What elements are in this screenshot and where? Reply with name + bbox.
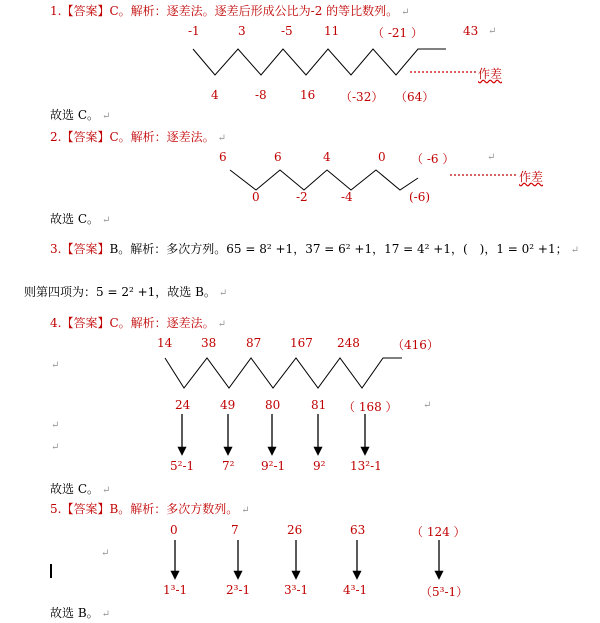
p4-top-2: 87: [246, 336, 262, 350]
p4-top-5: （416）: [392, 338, 439, 352]
p4-return-mark-c: ↵: [51, 420, 60, 431]
p2-bottom-2: -4: [341, 190, 353, 204]
p2-heading: 2.【答案】C。解析：逐差法。 ↵: [50, 130, 227, 144]
p5-power-2: 3³-1: [284, 583, 309, 597]
p1-conclusion: 故选 C。 ↵: [50, 108, 111, 122]
p1-top-1: 3: [238, 24, 246, 38]
p4-return-mark-d: ↵: [51, 442, 60, 453]
p1-side-label: 作差: [478, 67, 503, 81]
p5-top-4: （ 124 ）: [411, 525, 466, 539]
p5-power-0: 1³-1: [163, 583, 188, 597]
p4-diff-3: 81: [311, 398, 327, 412]
p5-top-0: 0: [170, 523, 178, 537]
p2-top-4: （ -6 ）: [411, 152, 455, 166]
p5-power-3: 4³-1: [343, 583, 368, 597]
p1-top-2: -5: [281, 24, 293, 38]
p2-return-mark: ↵: [487, 152, 496, 163]
p5-top-1: 7: [231, 523, 239, 537]
p4-power-3: 9²: [313, 459, 326, 473]
p3-line1: 3.【答案】B。解析：多次方列。65 = 8² +1，37 = 6² +1，17 = 4² +1，( )，1 = 0² +1； ↵: [50, 242, 580, 256]
p2-side-label: 作差: [519, 170, 544, 184]
p1-top-3: 11: [324, 24, 340, 38]
p5-heading: 5.【答案】B。解析：多次方数列。 ↵: [50, 502, 250, 516]
p2-bottom-1: -2: [296, 190, 308, 204]
p1-return-mark: ↵: [488, 26, 497, 37]
p4-power-2: 9²-1: [261, 459, 286, 473]
p4-zigzag-line: [165, 358, 402, 388]
p1-bottom-4: （64）: [395, 90, 435, 104]
p1-top-5: 43: [463, 24, 479, 38]
p4-diff-4: （ 168 ）: [343, 400, 398, 414]
p4-heading: 4.【答案】C。解析：逐差法。 ↵: [50, 316, 227, 330]
p5-power-1: 2³-1: [226, 583, 251, 597]
p1-top-0: -1: [188, 24, 200, 38]
p3-line2: 则第四项为：5 = 2² +1，故选 B。 ↵: [24, 285, 228, 299]
p1-top-4: （ -21 ）: [372, 26, 423, 40]
p4-conclusion: 故选 C。 ↵: [50, 482, 111, 496]
p2-bottom-0: 0: [252, 190, 260, 204]
p4-top-4: 248: [337, 336, 360, 350]
p1-heading: 1.【答案】C。解析：逐差法。逐差后形成公比为-2 的等比数列。 ↵: [50, 4, 410, 18]
p4-power-0: 5²-1: [170, 459, 195, 473]
p5-return-mark-a: ↵: [101, 548, 110, 559]
p4-power-4: 13²-1: [350, 459, 382, 473]
p2-conclusion: 故选 C。 ↵: [50, 212, 111, 226]
p4-return-mark-a: ↵: [51, 360, 60, 371]
p4-top-3: 167: [290, 336, 313, 350]
p2-top-0: 6: [219, 150, 227, 164]
p4-power-1: 7²: [222, 459, 235, 473]
p4-return-mark-b: ↵: [423, 400, 432, 411]
p2-top-3: 0: [378, 150, 386, 164]
p2-top-1: 6: [274, 150, 282, 164]
p5-power-4: （5³-1）: [420, 585, 469, 599]
p4-top-1: 38: [201, 336, 217, 350]
p2-zigzag-line: [230, 170, 418, 190]
p1-zigzag-line: [193, 49, 446, 75]
p1-bottom-2: 16: [300, 88, 316, 102]
p2-bottom-3: (-6): [409, 190, 431, 204]
p4-diff-1: 49: [220, 398, 236, 412]
p4-diff-0: 24: [175, 398, 191, 412]
p5-top-2: 26: [287, 523, 303, 537]
p1-bottom-3: （-32）: [340, 90, 384, 104]
p5-top-3: 63: [350, 523, 366, 537]
p1-bottom-0: 4: [211, 88, 219, 102]
p4-top-0: 14: [157, 336, 173, 350]
p4-diff-2: 80: [265, 398, 281, 412]
p5-conclusion: 故选 B。 ↵: [50, 606, 111, 620]
p2-top-2: 4: [323, 150, 331, 164]
p1-bottom-1: -8: [255, 88, 267, 102]
